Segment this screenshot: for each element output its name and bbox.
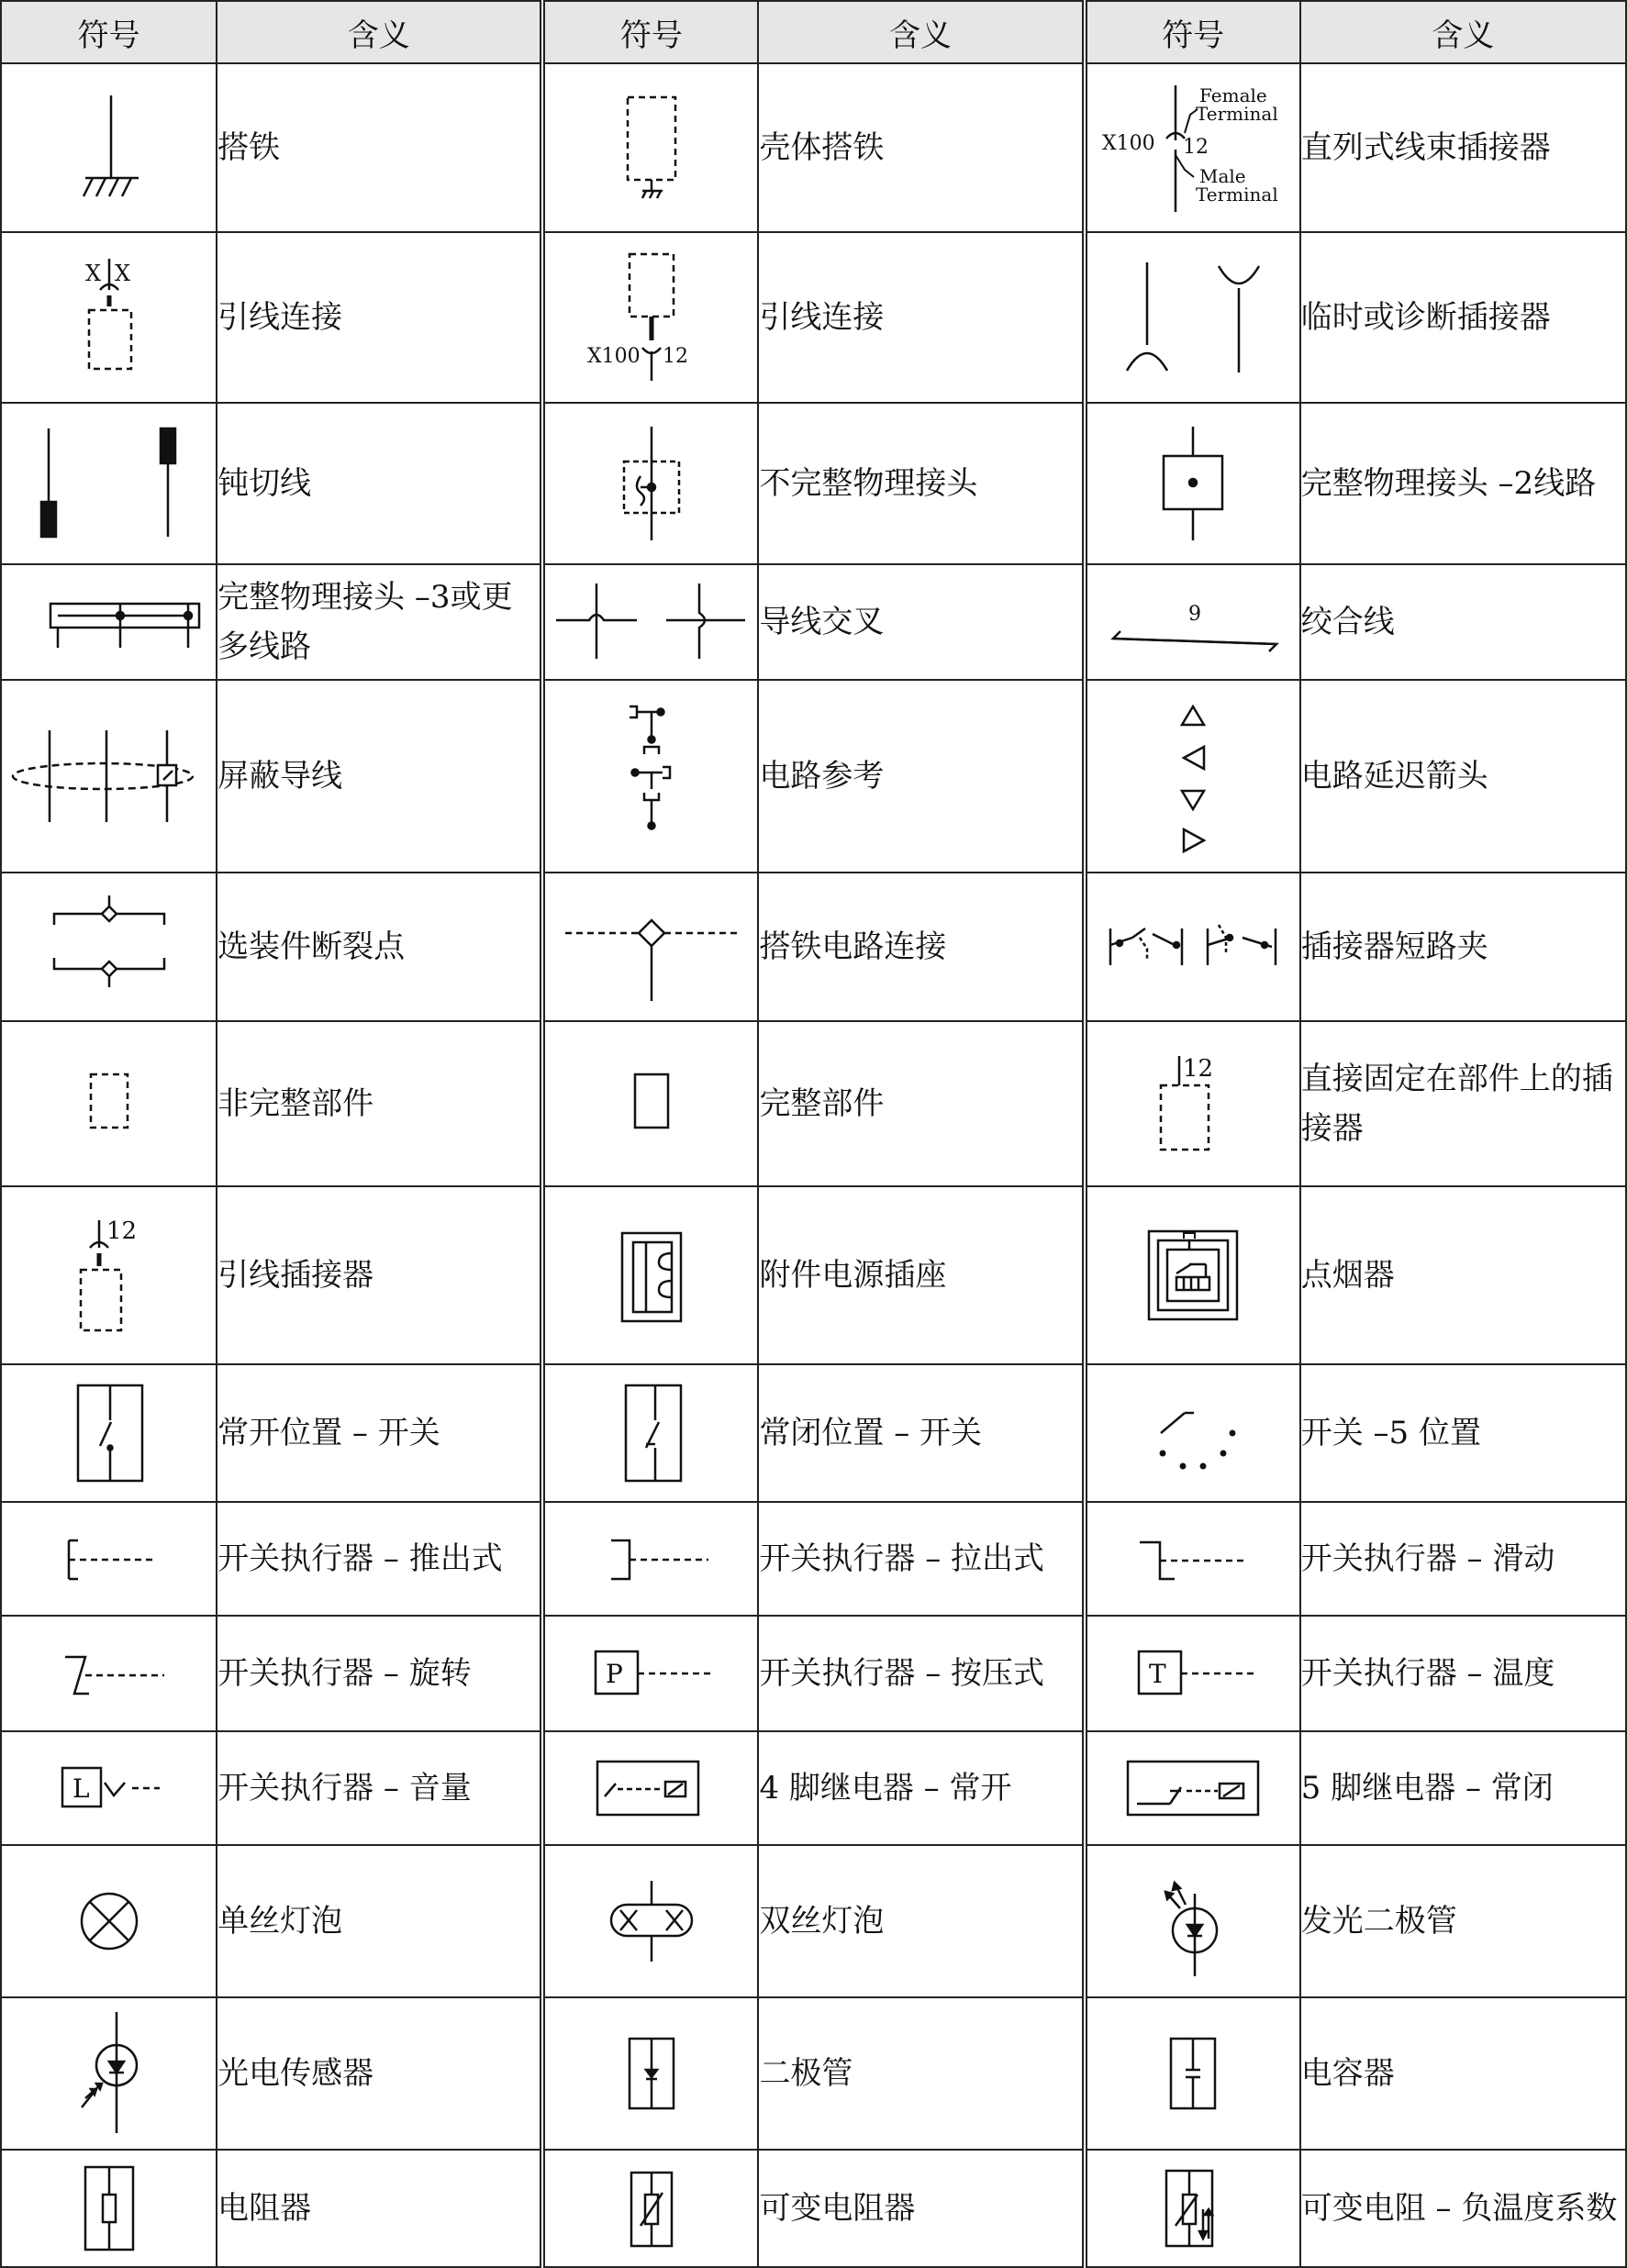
meaning-text: 非完整部件	[217, 1085, 374, 1122]
switch-5-position-icon	[1142, 1387, 1243, 1479]
cut-wire-icon	[17, 419, 201, 548]
table-row	[1, 1021, 1626, 1186]
meaning-text: 绞合线	[1300, 604, 1395, 640]
meaning-cell	[1300, 564, 1626, 680]
symbol-cell	[1085, 63, 1300, 232]
meaning-cell	[217, 1731, 542, 1845]
meaning-text: 屏蔽导线	[217, 758, 343, 795]
meaning-text: 电路延迟箭头	[1300, 758, 1488, 795]
option-break-point-icon	[36, 892, 183, 1002]
inline-harness-connector-icon	[1095, 74, 1292, 221]
meaning-text: 壳体搭铁	[759, 129, 885, 166]
meaning-cell	[1300, 1845, 1626, 1997]
symbol-cell	[1085, 680, 1300, 873]
relay-5pin-nc-icon	[1115, 1747, 1271, 1829]
table-row	[1, 1502, 1626, 1616]
lead-connection-alt-icon	[587, 249, 716, 386]
led-icon	[1147, 1857, 1239, 1985]
meaning-cell	[758, 564, 1084, 680]
symbol-cell	[1, 1997, 217, 2150]
meaning-text: 4 脚继电器 – 常开	[759, 1770, 1012, 1807]
meaning-cell	[217, 873, 542, 1021]
symbol-cell	[1085, 1845, 1300, 1997]
meaning-cell	[1300, 1186, 1626, 1364]
symbol-cell	[1085, 1997, 1300, 2150]
table-row	[1, 1845, 1626, 1997]
lead-connector-icon	[59, 1211, 160, 1340]
meaning-cell	[217, 1502, 542, 1616]
meaning-cell	[217, 680, 542, 873]
shielded-wire-icon	[4, 712, 215, 840]
actuator-push-icon	[45, 1522, 173, 1595]
meaning-text: 开关执行器 – 滑动	[1300, 1540, 1555, 1577]
symbol-cell	[1, 1731, 217, 1845]
symbol-cell	[1085, 232, 1300, 403]
meaning-cell	[1300, 1731, 1626, 1845]
meaning-text: 附件电源插座	[759, 1257, 947, 1294]
capacitor-icon	[1156, 2018, 1230, 2129]
meaning-cell	[217, 1364, 542, 1502]
symbol-cell	[1, 2150, 217, 2267]
component-mounted-connector-icon	[1142, 1049, 1243, 1159]
meaning-cell	[758, 873, 1084, 1021]
symbol-cell	[1, 1845, 217, 1997]
meaning-text: 5 脚继电器 – 常闭	[1300, 1770, 1554, 1807]
temperature-box-label: T	[1149, 1659, 1166, 1689]
symbol-cell	[1, 1186, 217, 1364]
symbol-cell	[1085, 1186, 1300, 1364]
single-filament-bulb-icon	[63, 1875, 155, 1967]
svg-text:Female: Female	[1198, 84, 1267, 106]
header-symbol-1: 符号	[1, 1, 217, 63]
meaning-text: 双丝灯泡	[759, 1903, 885, 1940]
connector-x-label: X100	[1101, 132, 1155, 155]
meaning-text: 开关执行器 – 音量	[217, 1770, 472, 1807]
symbol-cell	[1, 1364, 217, 1502]
meaning-cell	[758, 1186, 1084, 1364]
meaning-text: 直列式线束插接器	[1300, 129, 1551, 166]
twist-count-label: 9	[1188, 603, 1202, 626]
symbol-cell	[1085, 1731, 1300, 1845]
table-row	[1, 1364, 1626, 1502]
meaning-text: 常开位置 – 开关	[217, 1415, 440, 1451]
table-row	[1, 232, 1626, 403]
meaning-text: 电容器	[1300, 2055, 1395, 2092]
symbol-cell	[542, 1021, 758, 1186]
table-row	[1, 403, 1626, 564]
lead-pin-label: 12	[662, 345, 688, 368]
meaning-cell	[217, 1845, 542, 1997]
wire-crossing-icon	[549, 576, 754, 668]
meaning-text: 完整物理接头 –2线路	[1300, 465, 1597, 502]
connector-shorting-clip-icon	[1092, 901, 1294, 993]
meaning-text: 完整部件	[759, 1085, 885, 1122]
meaning-text: 选装件断裂点	[217, 928, 406, 965]
actuator-slide-icon	[1129, 1522, 1257, 1595]
complete-component-icon	[615, 1058, 688, 1150]
meaning-text: 钝切线	[217, 465, 312, 502]
symbol-cell	[1085, 1616, 1300, 1731]
partial-component-icon	[72, 1058, 146, 1150]
meaning-text: 搭铁电路连接	[759, 928, 947, 965]
meaning-text: 直接固定在部件上的插接器	[1300, 1061, 1613, 1147]
variable-resistor-icon	[615, 2158, 688, 2259]
header-meaning-3: 含义	[1300, 1, 1626, 63]
symbol-cell	[542, 680, 758, 873]
symbol-cell	[1, 403, 217, 564]
symbol-cell	[542, 1186, 758, 1364]
meaning-text: 可变电阻器	[759, 2190, 916, 2227]
table-row	[1, 680, 1626, 873]
symbol-cell	[1085, 564, 1300, 680]
table-row	[1, 1616, 1626, 1731]
symbol-cell	[1085, 2150, 1300, 2267]
table-row	[1, 1997, 1626, 2150]
case-ground-icon	[606, 88, 697, 207]
actuator-pressure-icon	[583, 1637, 720, 1710]
meaning-text: 导线交叉	[759, 604, 885, 640]
actuator-pull-icon	[587, 1522, 716, 1595]
circuit-continuation-arrows-icon	[1165, 694, 1220, 859]
level-box-label: L	[72, 1773, 90, 1804]
meaning-cell	[758, 1502, 1084, 1616]
symbol-cell	[542, 1997, 758, 2150]
meaning-text: 电路参考	[759, 758, 885, 795]
cigar-lighter-icon	[1138, 1220, 1248, 1330]
meaning-cell	[217, 63, 542, 232]
lead-connection-icon	[54, 253, 164, 382]
complete-splice-2-icon	[1138, 419, 1248, 548]
meaning-cell	[1300, 1364, 1626, 1502]
meaning-cell	[758, 232, 1084, 403]
meaning-cell	[1300, 1021, 1626, 1186]
meaning-cell	[758, 1731, 1084, 1845]
meaning-cell	[217, 403, 542, 564]
symbol-cell	[542, 403, 758, 564]
pressure-box-label: P	[605, 1659, 623, 1689]
table-row	[1, 63, 1626, 232]
meaning-cell	[1300, 63, 1626, 232]
meaning-text: 插接器短路夹	[1300, 928, 1488, 965]
symbol-cell	[1, 1021, 217, 1186]
symbol-cell	[542, 1845, 758, 1997]
ground-circuit-connection-icon	[560, 887, 743, 1006]
meaning-cell	[1300, 680, 1626, 873]
meaning-cell	[758, 63, 1084, 232]
meaning-cell	[758, 403, 1084, 564]
symbol-cell	[1085, 1364, 1300, 1502]
meaning-cell	[217, 1186, 542, 1364]
resistor-icon	[72, 2158, 146, 2259]
meaning-text: 开关执行器 – 温度	[1300, 1655, 1555, 1692]
mounted-connector-pin-label: 12	[1183, 1055, 1214, 1083]
symbol-cell	[1085, 873, 1300, 1021]
twisted-pair-icon	[1097, 585, 1289, 659]
meaning-text: 发光二极管	[1300, 1903, 1457, 1940]
meaning-cell	[217, 2150, 542, 2267]
symbol-cell	[1, 63, 217, 232]
header-meaning-1: 含义	[217, 1, 542, 63]
meaning-text: 开关执行器 – 旋转	[217, 1655, 472, 1692]
meaning-text: 可变电阻 – 负温度系数	[1300, 2190, 1618, 2227]
svg-text:Terminal: Terminal	[1195, 183, 1278, 206]
lead-x-label: X100	[586, 345, 641, 368]
meaning-cell	[758, 1364, 1084, 1502]
symbol-cell	[1, 680, 217, 873]
header-meaning-2: 含义	[758, 1, 1084, 63]
photo-sensor-icon	[63, 2005, 155, 2142]
symbol-cell	[1, 1616, 217, 1731]
symbol-cell	[542, 1502, 758, 1616]
meaning-text: 开关 –5 位置	[1300, 1415, 1481, 1451]
table-row	[1, 1731, 1626, 1845]
symbol-cell	[542, 2150, 758, 2267]
meaning-text: 二极管	[759, 2055, 853, 2092]
meaning-text: 开关执行器 – 推出式	[217, 1540, 503, 1577]
meaning-cell	[217, 564, 542, 680]
meaning-text: 不完整物理接头	[759, 465, 978, 502]
meaning-text: 光电传感器	[217, 2055, 374, 2092]
switch-normally-closed-icon	[606, 1378, 697, 1488]
meaning-cell	[758, 680, 1084, 873]
symbol-cell	[1085, 1502, 1300, 1616]
incomplete-splice-icon	[596, 419, 707, 548]
header-symbol-2: 符号	[542, 1, 758, 63]
meaning-cell	[217, 1021, 542, 1186]
symbol-cell	[1, 1502, 217, 1616]
meaning-cell	[217, 232, 542, 403]
connector-pin-label: 12	[1182, 136, 1209, 159]
temporary-diagnostic-connector-icon	[1110, 253, 1276, 382]
dual-filament-bulb-icon	[596, 1866, 707, 1976]
meaning-text: 引线连接	[759, 299, 885, 336]
meaning-text: 引线连接	[217, 299, 343, 336]
meaning-text: 搭铁	[217, 129, 281, 166]
table-row	[1, 564, 1626, 680]
symbol-cell	[542, 564, 758, 680]
meaning-cell	[1300, 403, 1626, 564]
meaning-cell	[758, 2150, 1084, 2267]
meaning-cell	[758, 1845, 1084, 1997]
meaning-text: 完整物理接头 –3或更多线路	[217, 579, 513, 665]
meaning-cell	[1300, 232, 1626, 403]
actuator-rotary-icon	[45, 1637, 173, 1710]
diode-icon	[615, 2018, 688, 2129]
meaning-cell	[758, 1997, 1084, 2150]
symbol-cell	[1085, 403, 1300, 564]
svg-text:Male: Male	[1198, 165, 1246, 187]
symbol-cell	[542, 63, 758, 232]
actuator-level-icon	[40, 1751, 178, 1825]
meaning-text: 开关执行器 – 拉出式	[759, 1540, 1045, 1577]
meaning-cell	[1300, 1502, 1626, 1616]
symbol-cell	[1, 564, 217, 680]
ntc-variable-resistor-icon	[1152, 2158, 1234, 2259]
symbol-cell	[542, 1364, 758, 1502]
meaning-cell	[758, 1616, 1084, 1731]
meaning-text: 单丝灯泡	[217, 1903, 343, 1940]
meaning-cell	[1300, 873, 1626, 1021]
circuit-reference-icon	[606, 694, 697, 859]
accessory-power-outlet-icon	[606, 1220, 697, 1330]
symbol-cell	[1085, 1021, 1300, 1186]
relay-4pin-no-icon	[583, 1747, 720, 1829]
meaning-text: 点烟器	[1300, 1257, 1395, 1294]
table-row	[1, 873, 1626, 1021]
table-row	[1, 2150, 1626, 2267]
svg-text:Terminal: Terminal	[1195, 103, 1278, 125]
meaning-cell	[758, 1021, 1084, 1186]
meaning-text: 常闭位置 – 开关	[759, 1415, 983, 1451]
meaning-text: 电阻器	[217, 2190, 312, 2227]
complete-splice-3-icon	[17, 585, 201, 659]
switch-normally-open-icon	[63, 1378, 155, 1488]
meaning-cell	[217, 1997, 542, 2150]
ground-icon	[54, 88, 164, 207]
symbol-cell	[542, 1731, 758, 1845]
lead-label-b: X	[114, 261, 130, 286]
header-symbol-3: 符号	[1085, 1, 1300, 63]
symbol-cell	[1, 232, 217, 403]
header-row	[1, 1, 1626, 63]
lead-connector-pin-label: 12	[106, 1217, 137, 1245]
actuator-temperature-icon	[1124, 1637, 1262, 1710]
symbol-cell	[542, 873, 758, 1021]
meaning-text: 开关执行器 – 按压式	[759, 1655, 1045, 1692]
meaning-text: 引线插接器	[217, 1257, 374, 1294]
meaning-text: 临时或诊断插接器	[1300, 299, 1551, 336]
meaning-cell	[1300, 2150, 1626, 2267]
symbol-cell	[1, 873, 217, 1021]
symbol-cell	[542, 232, 758, 403]
meaning-cell	[1300, 1616, 1626, 1731]
table-row	[1, 1186, 1626, 1364]
lead-label-a: X	[84, 261, 101, 286]
meaning-cell	[1300, 1997, 1626, 2150]
symbol-cell	[542, 1616, 758, 1731]
meaning-cell	[217, 1616, 542, 1731]
